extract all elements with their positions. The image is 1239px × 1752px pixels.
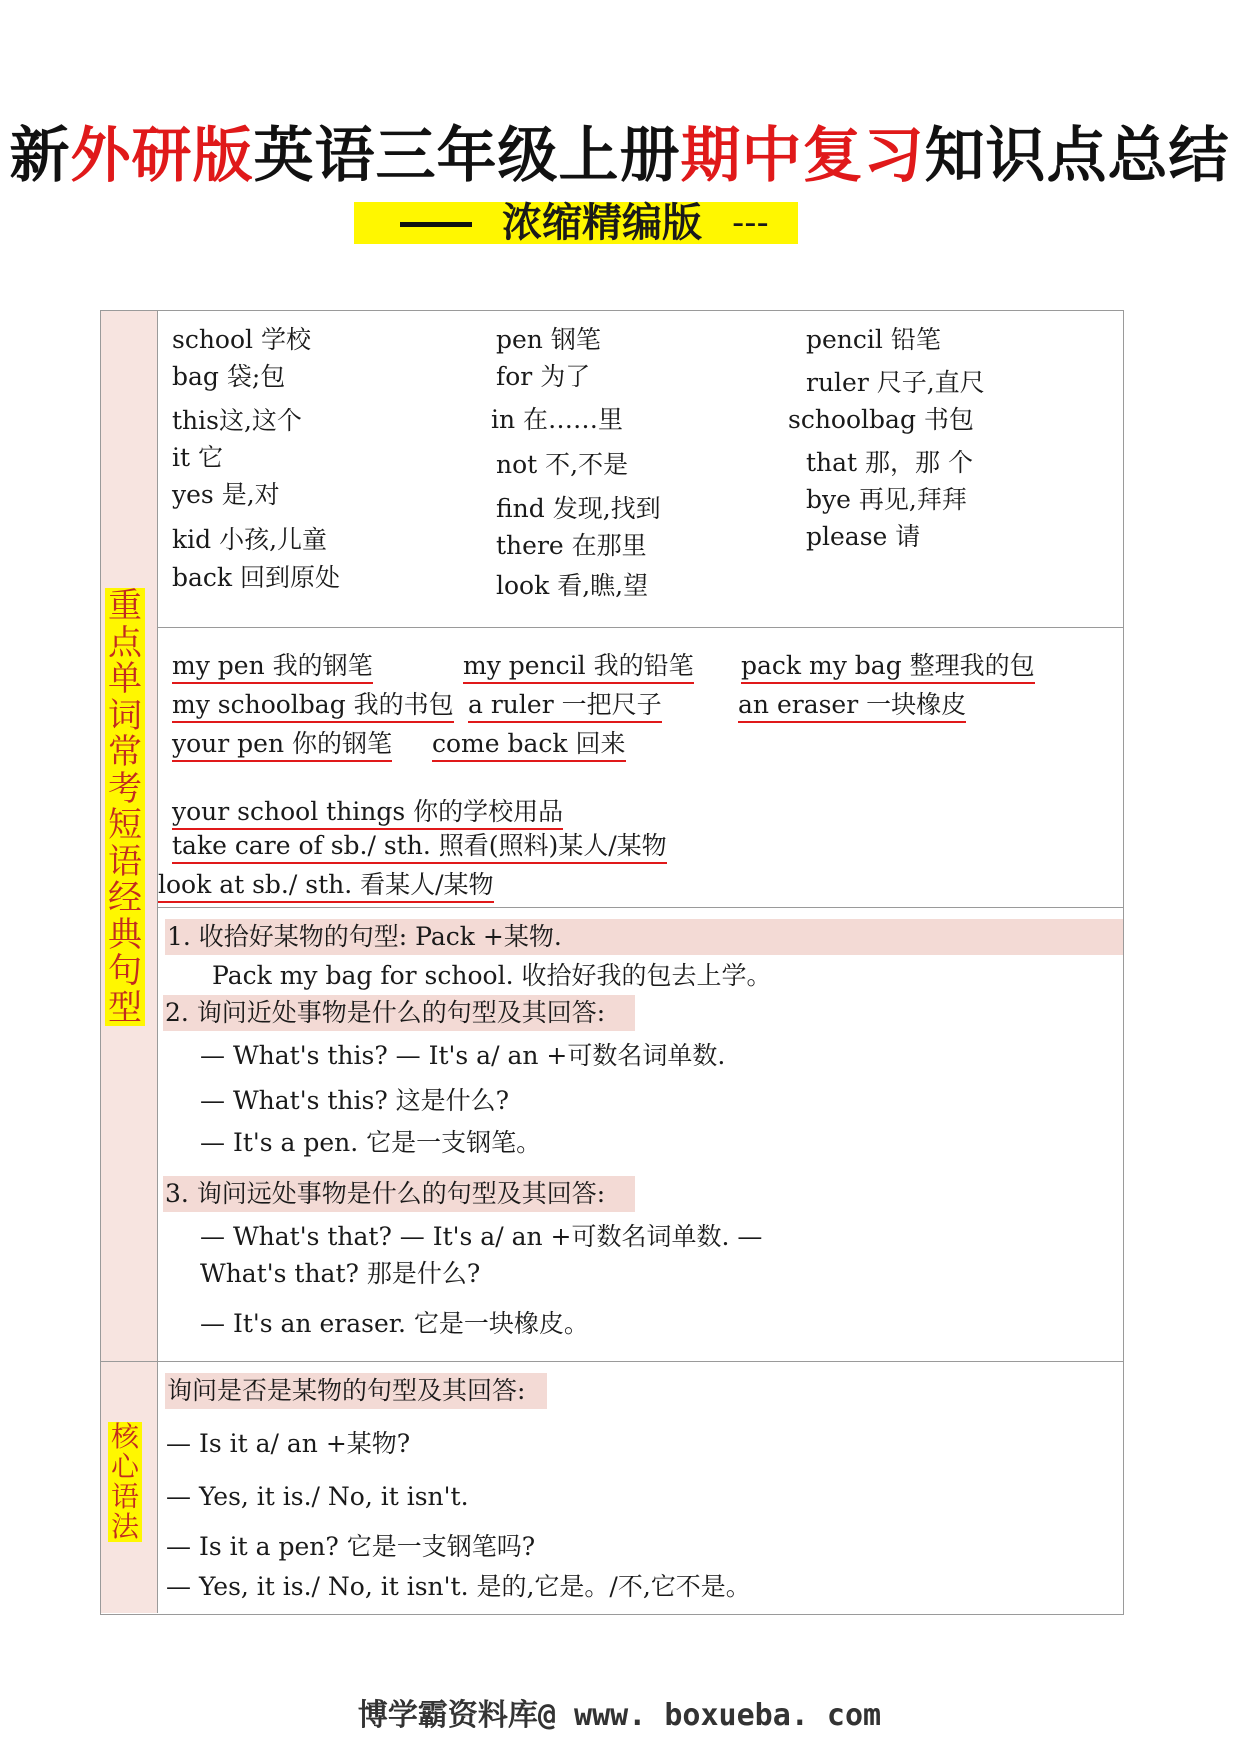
divider [101, 1361, 1123, 1362]
title-highlight: 外研版 [70, 121, 254, 191]
sentence-example: What's that? 那是什么? [200, 1259, 481, 1288]
word-item: this这,这个 [172, 406, 302, 435]
label-char: 经 [108, 878, 142, 918]
word-item: school 学校 [172, 325, 311, 354]
sentence-example: — What's this? 这是什么? [200, 1086, 510, 1115]
word-item: that 那，那 个 [806, 448, 973, 477]
sentence-example: — It's a pen. 它是一支钢笔。 [200, 1128, 542, 1157]
grammar-heading: 询问是否是某物的句型及其回答: [165, 1373, 547, 1409]
label-char: 语 [110, 1480, 139, 1513]
section1-label [105, 588, 145, 1026]
subtitle-trail: --- [732, 203, 769, 243]
label-char: 考 [108, 768, 142, 809]
label-char: 核 [110, 1420, 139, 1453]
label-char: 句 [108, 951, 142, 991]
sentence-example: Pack my bag for school. 收拾好我的包去上学。 [212, 961, 772, 990]
word-item: look 看,瞧,望 [496, 571, 649, 600]
word-item: in 在……里 [491, 405, 624, 434]
label-char: 重 [108, 586, 142, 626]
subtitle-banner [354, 202, 798, 244]
section2-label [108, 1422, 142, 1542]
grammar-example: — Yes, it is./ No, it isn't. 是的,它是。/不,它不是。 [166, 1572, 751, 1601]
label-char: 词 [108, 695, 142, 736]
word-item: ruler 尺子,直尺 [806, 368, 985, 397]
phrase-item: come back 回来 [432, 729, 626, 762]
word-item: pencil 铅笔 [806, 325, 941, 354]
word-item: please 请 [806, 522, 921, 551]
word-item: kid 小孩,儿童 [172, 525, 328, 554]
phrase-item: your pen 你的钢笔 [172, 729, 392, 762]
sentence-heading: 1. 收拾好某物的句型: Pack +某物. [165, 919, 1123, 955]
label-char: 点 [108, 622, 142, 663]
grammar-example: — Is it a pen? 它是一支钢笔吗? [166, 1532, 536, 1561]
grammar-example: — Yes, it is./ No, it isn't. [166, 1482, 469, 1511]
label-char: 型 [108, 987, 142, 1028]
word-item: schoolbag 书包 [788, 405, 974, 434]
title-highlight: 期中复习 [680, 121, 925, 191]
subtitle-text: 浓缩精编版 [502, 200, 702, 246]
label-char: 短 [108, 805, 142, 845]
word-item: yes 是,对 [172, 480, 280, 509]
word-item: for 为了 [496, 362, 591, 391]
phrase-item: my schoolbag 我的书包 [172, 690, 454, 723]
word-item: find 发现,找到 [496, 494, 661, 523]
sentence-heading: 2. 询问近处事物是什么的句型及其回答: [163, 995, 635, 1031]
phrase-item: look at sb./ sth. 看某人/某物 [158, 870, 494, 903]
label-char: 语 [108, 841, 142, 882]
label-char: 法 [110, 1510, 139, 1543]
label-char: 典 [108, 914, 142, 955]
label-char: 常 [108, 732, 142, 772]
subtitle-dash [400, 222, 472, 227]
phrase-item: an eraser 一块橡皮 [738, 690, 966, 723]
page-title [0, 108, 1239, 194]
sentence-heading: 3. 询问远处事物是什么的句型及其回答: [163, 1176, 635, 1212]
title-part: 知识点总结 [924, 121, 1230, 191]
phrase-item: pack my bag 整理我的包 [741, 651, 1035, 684]
phrase-item: your school things 你的学校用品 [172, 797, 563, 830]
word-item: pen 钢笔 [496, 325, 601, 354]
word-item: it 它 [172, 443, 223, 472]
phrase-item: a ruler 一把尺子 [468, 690, 662, 723]
label-char: 心 [110, 1450, 139, 1483]
sentence-example: — What's this? — It's a/ an +可数名词单数. [200, 1041, 726, 1070]
word-item: back 回到原处 [172, 563, 341, 592]
phrase-item: my pen 我的钢笔 [172, 651, 373, 684]
footer-watermark: 博学霸资料库@ www. boxueba. com [357, 1698, 882, 1733]
divider [158, 627, 1123, 628]
word-item: there 在那里 [496, 531, 647, 560]
word-item: bag 袋;包 [172, 362, 286, 391]
grammar-example: — Is it a/ an +某物? [166, 1429, 411, 1458]
word-item: not 不,不是 [496, 450, 629, 479]
word-item: bye 再见,拜拜 [806, 485, 967, 514]
phrase-item: take care of sb./ sth. 照看(照料)某人/某物 [172, 831, 667, 864]
title-part: 英语三年级上册 [253, 121, 681, 191]
title-part: 新 [9, 121, 71, 191]
phrase-item: my pencil 我的铅笔 [463, 651, 694, 684]
sentence-example: — What's that? — It's a/ an +可数名词单数. — [200, 1222, 763, 1251]
divider [158, 907, 1123, 908]
label-char: 单 [108, 659, 142, 699]
sentence-example: — It's an eraser. 它是一块橡皮。 [200, 1309, 589, 1338]
